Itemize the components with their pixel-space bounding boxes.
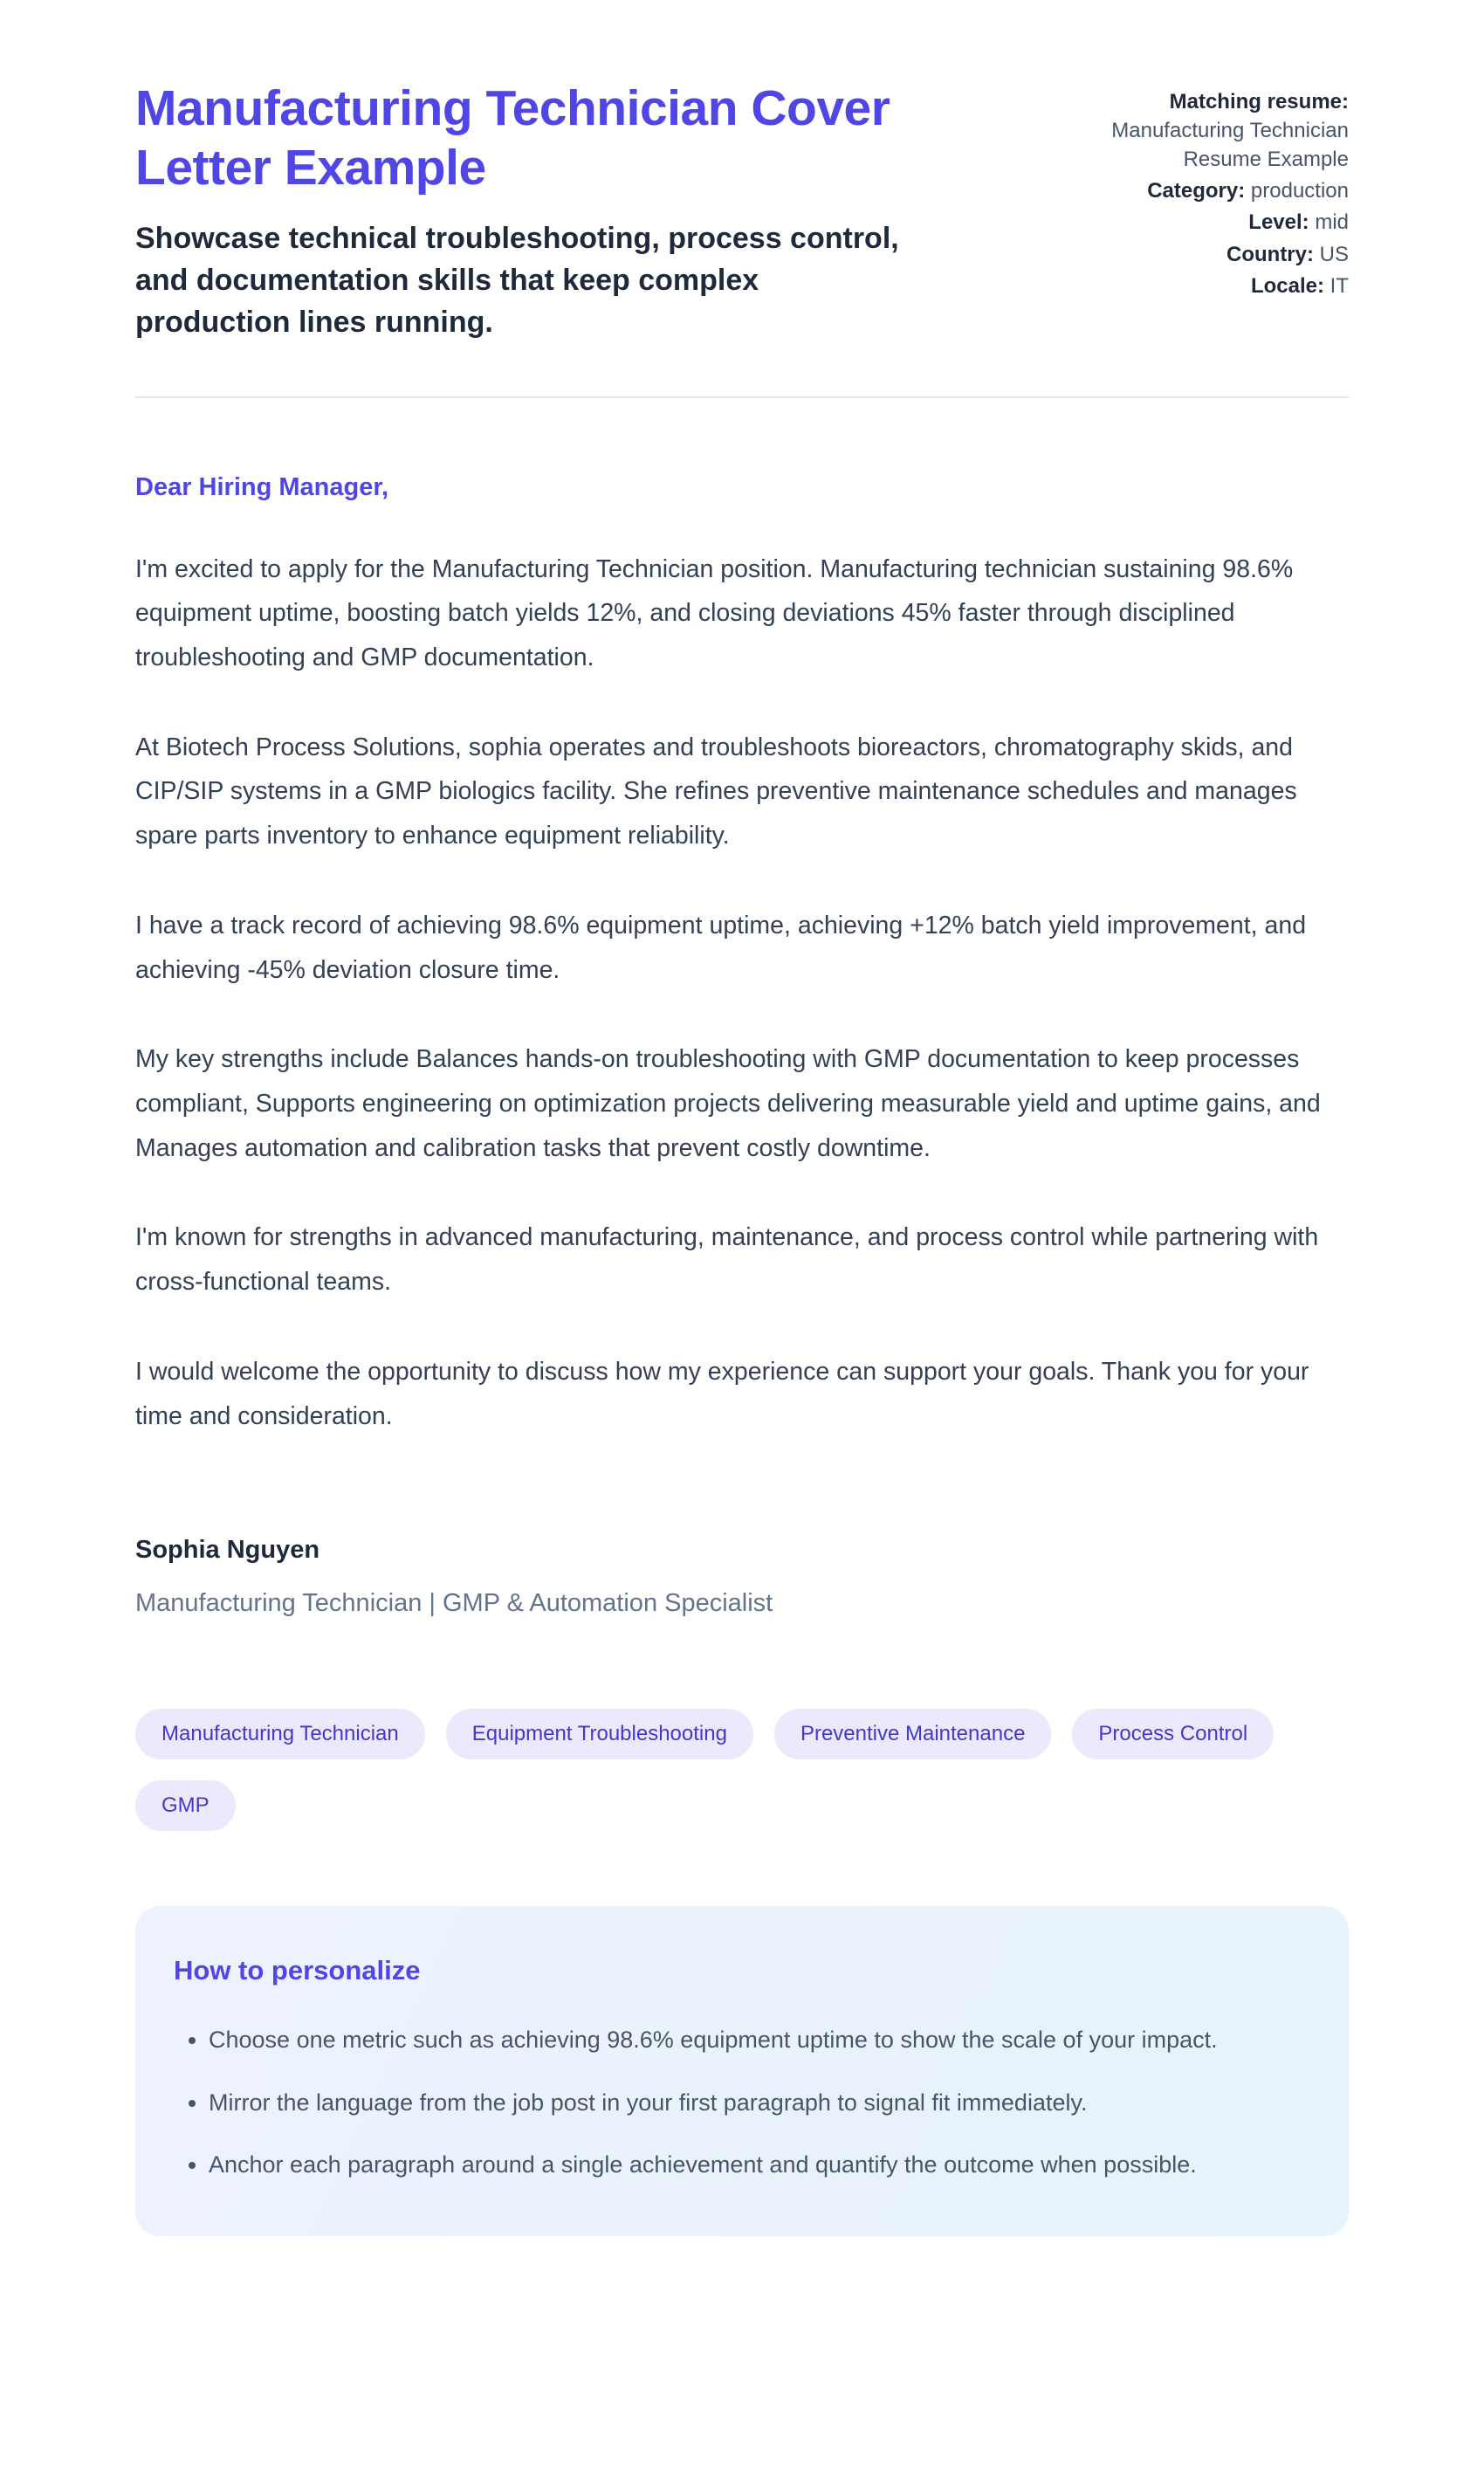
- meta-level: [1068, 208, 1349, 237]
- tag-list: [135, 1709, 1349, 1831]
- tag-preventive-maintenance[interactable]: Preventive Maintenance: [774, 1709, 1051, 1759]
- letter-greeting: Dear Hiring Manager,: [135, 472, 389, 501]
- tag-equipment-troubleshooting[interactable]: Equipment Troubleshooting: [446, 1709, 753, 1759]
- letter-body: [135, 473, 1349, 1619]
- letter-paragraph: I would welcome the opportunity to discuss how my experience can support your goals. Thank you for your time and consideration.: [135, 1357, 1309, 1430]
- letter-paragraph: I'm known for strengths in advanced manufacturing, maintenance, and process control while partnering with cross-functional teams.: [135, 1223, 1319, 1297]
- personalize-tip: • Choose one metric such as achieving 98.6% equipment uptime to show the scale of your impact.: [209, 2020, 1274, 2061]
- personalize-tip: • Anchor each paragraph around a single achievement and quantify the outcome when possible.: [209, 2144, 1274, 2185]
- meta-level-label: Level:: [1248, 210, 1309, 235]
- personalize-tip-list: [174, 2020, 1295, 2185]
- meta-matching-resume-label: Matching resume:: [1169, 90, 1349, 114]
- page-subtitle: Showcase technical troubleshooting, process control, and documentation skills that keep complex production lines running.: [135, 221, 899, 340]
- meta-country-label: Country:: [1226, 242, 1314, 266]
- tag-process-control[interactable]: Process Control: [1072, 1709, 1274, 1759]
- cover-letter-page: [135, 0, 1349, 2308]
- personalize-title: How to personalize: [174, 1955, 421, 1986]
- resume-meta: [1068, 79, 1349, 344]
- header-divider: [135, 396, 1349, 398]
- letter-paragraph: I have a track record of achieving 98.6% equipment uptime, achieving +12% batch yield improvement, and achieving -45% deviation closure time.: [135, 911, 1307, 984]
- meta-country: [1068, 240, 1349, 269]
- personalize-tip: • Mirror the language from the job post in your first paragraph to signal fit immediately.: [209, 2082, 1274, 2123]
- letter-paragraph: At Biotech Process Solutions, sophia operates and troubleshoots bioreactors, chromatography skids, and CIP/SIP systems in a GMP biologics facility. She refines preventive maintenance schedules and manages spare parts inventory to enhance equipment reliability.: [135, 733, 1297, 850]
- page-title: Manufacturing Technician Cover Letter Example: [135, 80, 890, 196]
- meta-locale-value: IT: [1329, 273, 1349, 298]
- signature-name: Sophia Nguyen: [135, 1536, 320, 1565]
- how-to-personalize-card: [135, 1906, 1349, 2236]
- letter-paragraph: I'm excited to apply for the Manufacturing Technician position. Manufacturing technician sustaining 98.6% equipment uptime, boosting batch yields 12%, and closing deviations 45% faster through disciplined troubleshooting and GMP documentation.: [135, 554, 1294, 672]
- page-header: [135, 79, 1349, 344]
- meta-matching-resume-value: Manufacturing Technician Resume Example: [1111, 119, 1349, 172]
- meta-matching-resume: [1068, 87, 1349, 174]
- meta-category: [1068, 176, 1349, 205]
- meta-category-value: production: [1250, 179, 1349, 203]
- letter-paragraph: My key strengths include Balances hands-on troubleshooting with GMP documentation to keep processes compliant, Supports engineering on optimization projects delivering measurable yield and uptime gains, and Manages automation and calibration tasks that prevent costly downtime.: [135, 1045, 1321, 1162]
- header-titles: [135, 79, 1026, 344]
- meta-locale-label: Locale:: [1250, 273, 1324, 298]
- signature-role: Manufacturing Technician | GMP & Automation Specialist: [135, 1589, 773, 1618]
- meta-country-value: US: [1319, 242, 1349, 266]
- tag-gmp[interactable]: GMP: [135, 1780, 236, 1831]
- meta-level-value: mid: [1315, 210, 1349, 235]
- meta-category-label: Category:: [1147, 179, 1246, 203]
- tag-manufacturing-technician[interactable]: Manufacturing Technician: [135, 1709, 425, 1759]
- meta-locale: [1068, 272, 1349, 300]
